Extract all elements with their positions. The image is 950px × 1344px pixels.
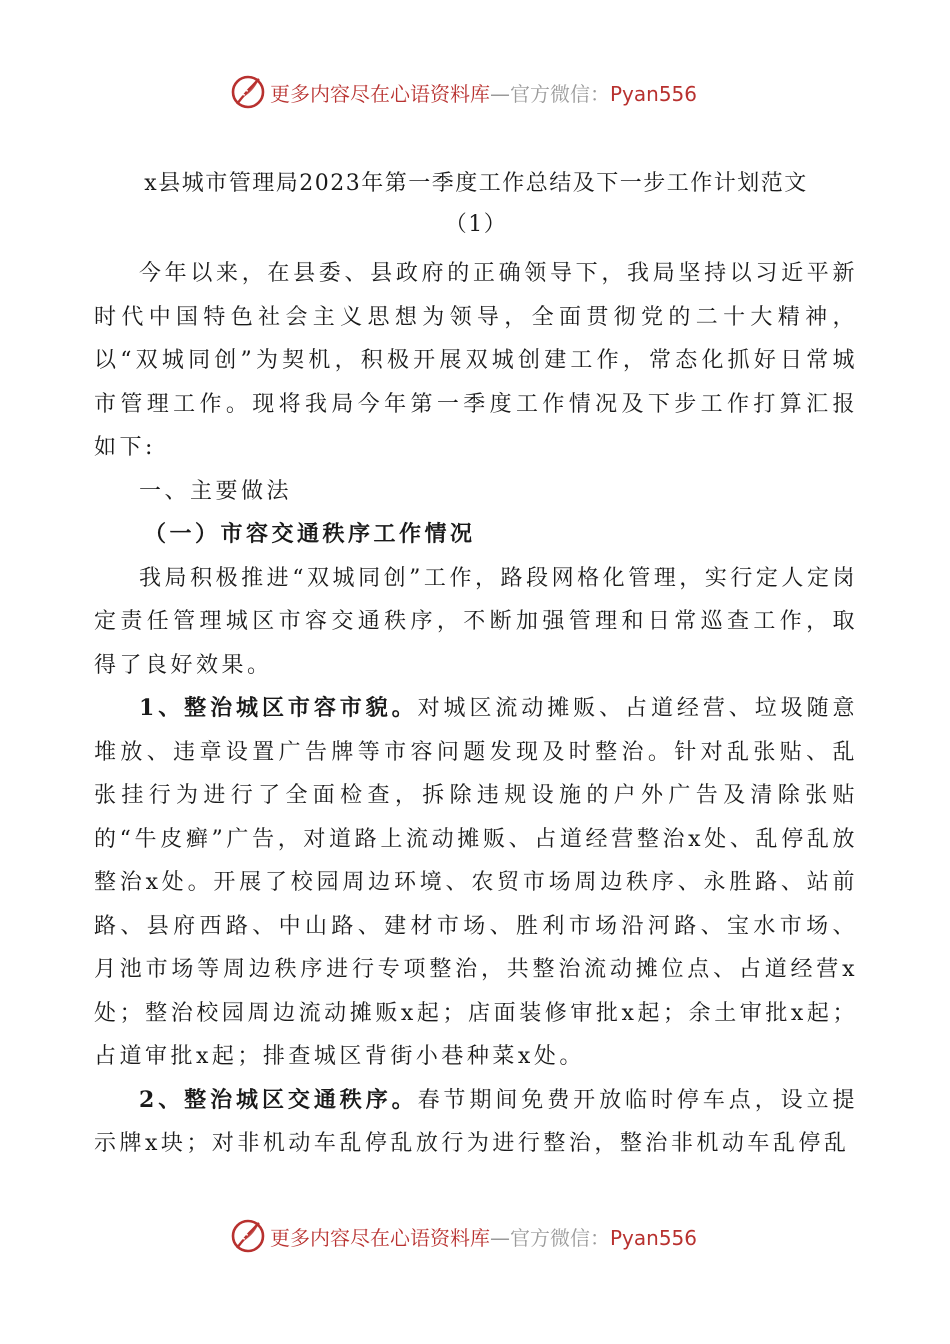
watermark-contact: 官方微信： — [510, 81, 610, 106]
paragraph-1: 我局积极推进“双城同创”工作，路段网格化管理，实行定人定岗定责任管理城区市容交通秩序，不断加强管理和日常巡查工作，取得了良好效果。 — [94, 565, 858, 678]
item-1-heading: 1、整治城区市容市貌。 — [139, 695, 418, 721]
item-2 — [94, 1079, 858, 1166]
watermark-contact: 官方微信： — [510, 1225, 610, 1250]
item-1 — [94, 687, 858, 1079]
item-2-heading: 2、整治城区交通秩序。 — [139, 1086, 418, 1113]
item-1-body: 对城区流动摊贩、占道经营、垃圾随意堆放、违章设置广告牌等市容问题发现及时整治。针对乱张贴、乱张挂行为进行了全面检查，拆除违规设施的户外广告及清除张贴的“牛皮癣”广告，对道路上流动摊贩、占道经营整治x处、乱停乱放整治x处。开展了校园周边环境、农贸市场周边秩序、永胜路、站前路、县府西路、中山路、建材市场、胜利市场沿河路、宝水市场、月池市场等周边秩序进行专项整治，共整治流动摊位点、占道经营x处；整治校园周边流动摊贩x起；店面装修审批x起；余土审批x起；占道审批x起；排查城区背街小巷种菜x处。 — [94, 696, 858, 1069]
intro-paragraph: 今年以来，在县委、县政府的正确领导下，我局坚持以习近平新时代中国特色社会主义思想为领导，全面贯彻党的二十大精神，以“双城同创”为契机，积极开展双城创建工作，常态化抓好日常城市管理工作。现将我局今年第一季度工作情况及下步工作打算汇报如下: — [94, 261, 858, 460]
watermark-contact-id: Pyan556 — [610, 81, 698, 106]
subsection-heading-1: （一）市容交通秩序工作情况 — [144, 521, 476, 547]
document-title: x县城市管理局2023年第一季度工作总结及下一步工作计划范文 — [144, 171, 808, 196]
watermark-text — [270, 1222, 697, 1251]
watermark-text — [270, 78, 697, 107]
watermark-brand: 更多内容尽在心语资料库 — [270, 1225, 490, 1250]
watermark-banner-bottom — [228, 1216, 697, 1256]
watermark-banner-top — [228, 72, 697, 112]
section-heading-1: 一、主要做法 — [139, 478, 293, 504]
item-2-body: 春节期间免费开放临时停车点，设立提示牌x块；对非机动车乱停乱放行为进行整治，整治非机动车乱停乱 — [94, 1087, 858, 1156]
watermark-brand: 更多内容尽在心语资料库 — [270, 81, 490, 106]
feather-logo-icon — [228, 1216, 268, 1256]
watermark-contact-id: Pyan556 — [610, 1225, 698, 1250]
feather-logo-icon — [228, 72, 268, 112]
watermark-separator: — — [490, 1225, 510, 1250]
watermark-separator: — — [490, 81, 510, 106]
document-body — [94, 252, 858, 1166]
document-title-number: （1） — [444, 212, 508, 237]
